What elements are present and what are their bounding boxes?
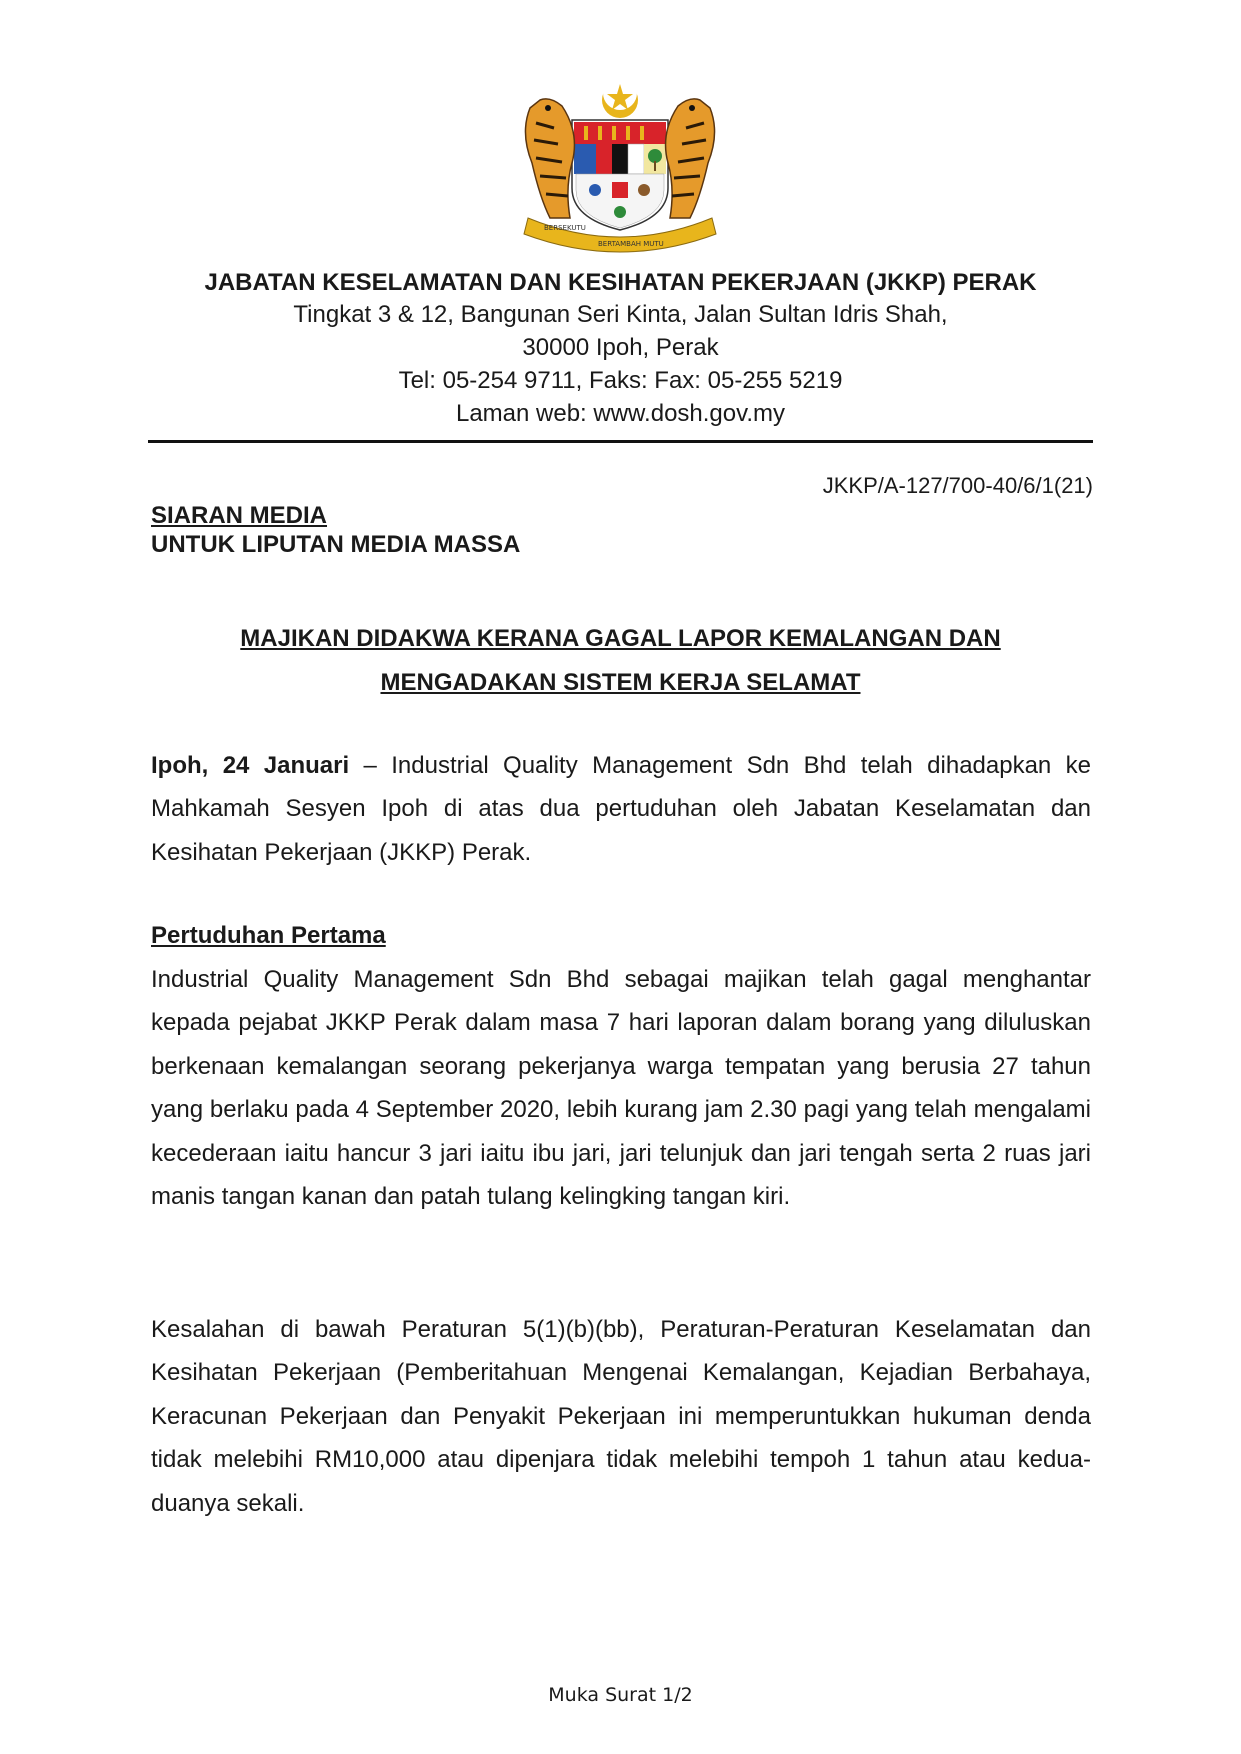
shield-icon — [572, 120, 668, 230]
header-divider — [148, 440, 1093, 443]
media-release-title: SIARAN MEDIA — [151, 502, 328, 529]
website: Laman web: www.dosh.gov.my — [455, 400, 786, 427]
malaysia-coat-of-arms-emblem — [510, 78, 730, 253]
press-release-headline — [148, 617, 1093, 705]
organization-name: JABATAN KESELAMATAN DAN KESIHATAN PEKERJAAN (JKKP) PERAK — [204, 269, 1037, 296]
headline-line-2: MENGADAKAN SISTEM KERJA SELAMAT — [380, 669, 861, 696]
reference-number: JKKP/A-127/700-40/6/1(21) — [822, 473, 1093, 498]
media-release-label — [151, 501, 520, 559]
phone-fax: Tel: 05-254 9711, Faks: Fax: 05-255 5219 — [398, 367, 843, 394]
letterhead — [148, 268, 1093, 430]
charge-1-paragraph: Industrial Quality Management Sdn Bhd sebagai majikan telah gagal menghantar kepada pejabat JKKP Perak dalam masa 7 hari laporan dalam borang yang diluluskan berkenaan kemalangan seorang pekerjanya warga tempatan yang berusia 27 tahun yang berlaku pada 4 September 2020, lebih kurang jam 2.30 pagi yang telah mengalami kecederaan iaitu hancur 3 jari iaitu ibu jari, jari telunjuk dan jari tengah serta 2 ruas jari manis tangan kanan dan patah tulang kelingking tangan kiri. — [151, 966, 1091, 1211]
right-tiger-icon — [666, 99, 715, 218]
page-number: Muka Surat 1/2 — [548, 1684, 693, 1706]
address-line-1: Tingkat 3 & 12, Bangunan Seri Kinta, Jalan Sultan Idris Shah, — [293, 301, 948, 328]
intro-text: – Industrial Quality Management Sdn Bhd telah dihadapkan ke Mahkamah Sesyen Ipoh di atas dua pertuduhan oleh Jabatan Keselamatan dan Kesihatan Pekerjaan (JKKP) Perak. — [151, 752, 1092, 866]
charge-1-heading: Pertuduhan Pertama — [151, 922, 386, 949]
headline-line-1: MAJIKAN DIDAKWA KERANA GAGAL LAPOR KEMALANGAN DAN — [240, 625, 1001, 652]
dateline: Ipoh, 24 Januari — [151, 752, 350, 779]
motto-center-text: BERTAMBAH MUTU — [598, 240, 664, 248]
media-release-subtitle: UNTUK LIPUTAN MEDIA MASSA — [151, 531, 521, 558]
address-line-2: 30000 Ipoh, Perak — [522, 334, 719, 361]
offence-paragraph: Kesalahan di bawah Peraturan 5(1)(b)(bb), Peraturan-Peraturan Keselamatan dan Kesihatan Pekerjaan (Pemberitahuan Mengenai Kemalangan, Kejadian Berbahaya, Keracunan Pekerjaan dan Penyakit Pekerjaan ini memperuntukkan hukuman denda tidak melebihi RM10,000 atau dipenjara tidak melebihi tempoh 1 tahun atau kedua-duanya sekali. — [151, 1316, 1091, 1517]
intro-paragraph — [151, 744, 1091, 874]
star-crescent-icon — [602, 78, 638, 118]
left-tiger-icon — [525, 99, 574, 218]
motto-left-text: BERSEKUTU — [544, 224, 586, 232]
